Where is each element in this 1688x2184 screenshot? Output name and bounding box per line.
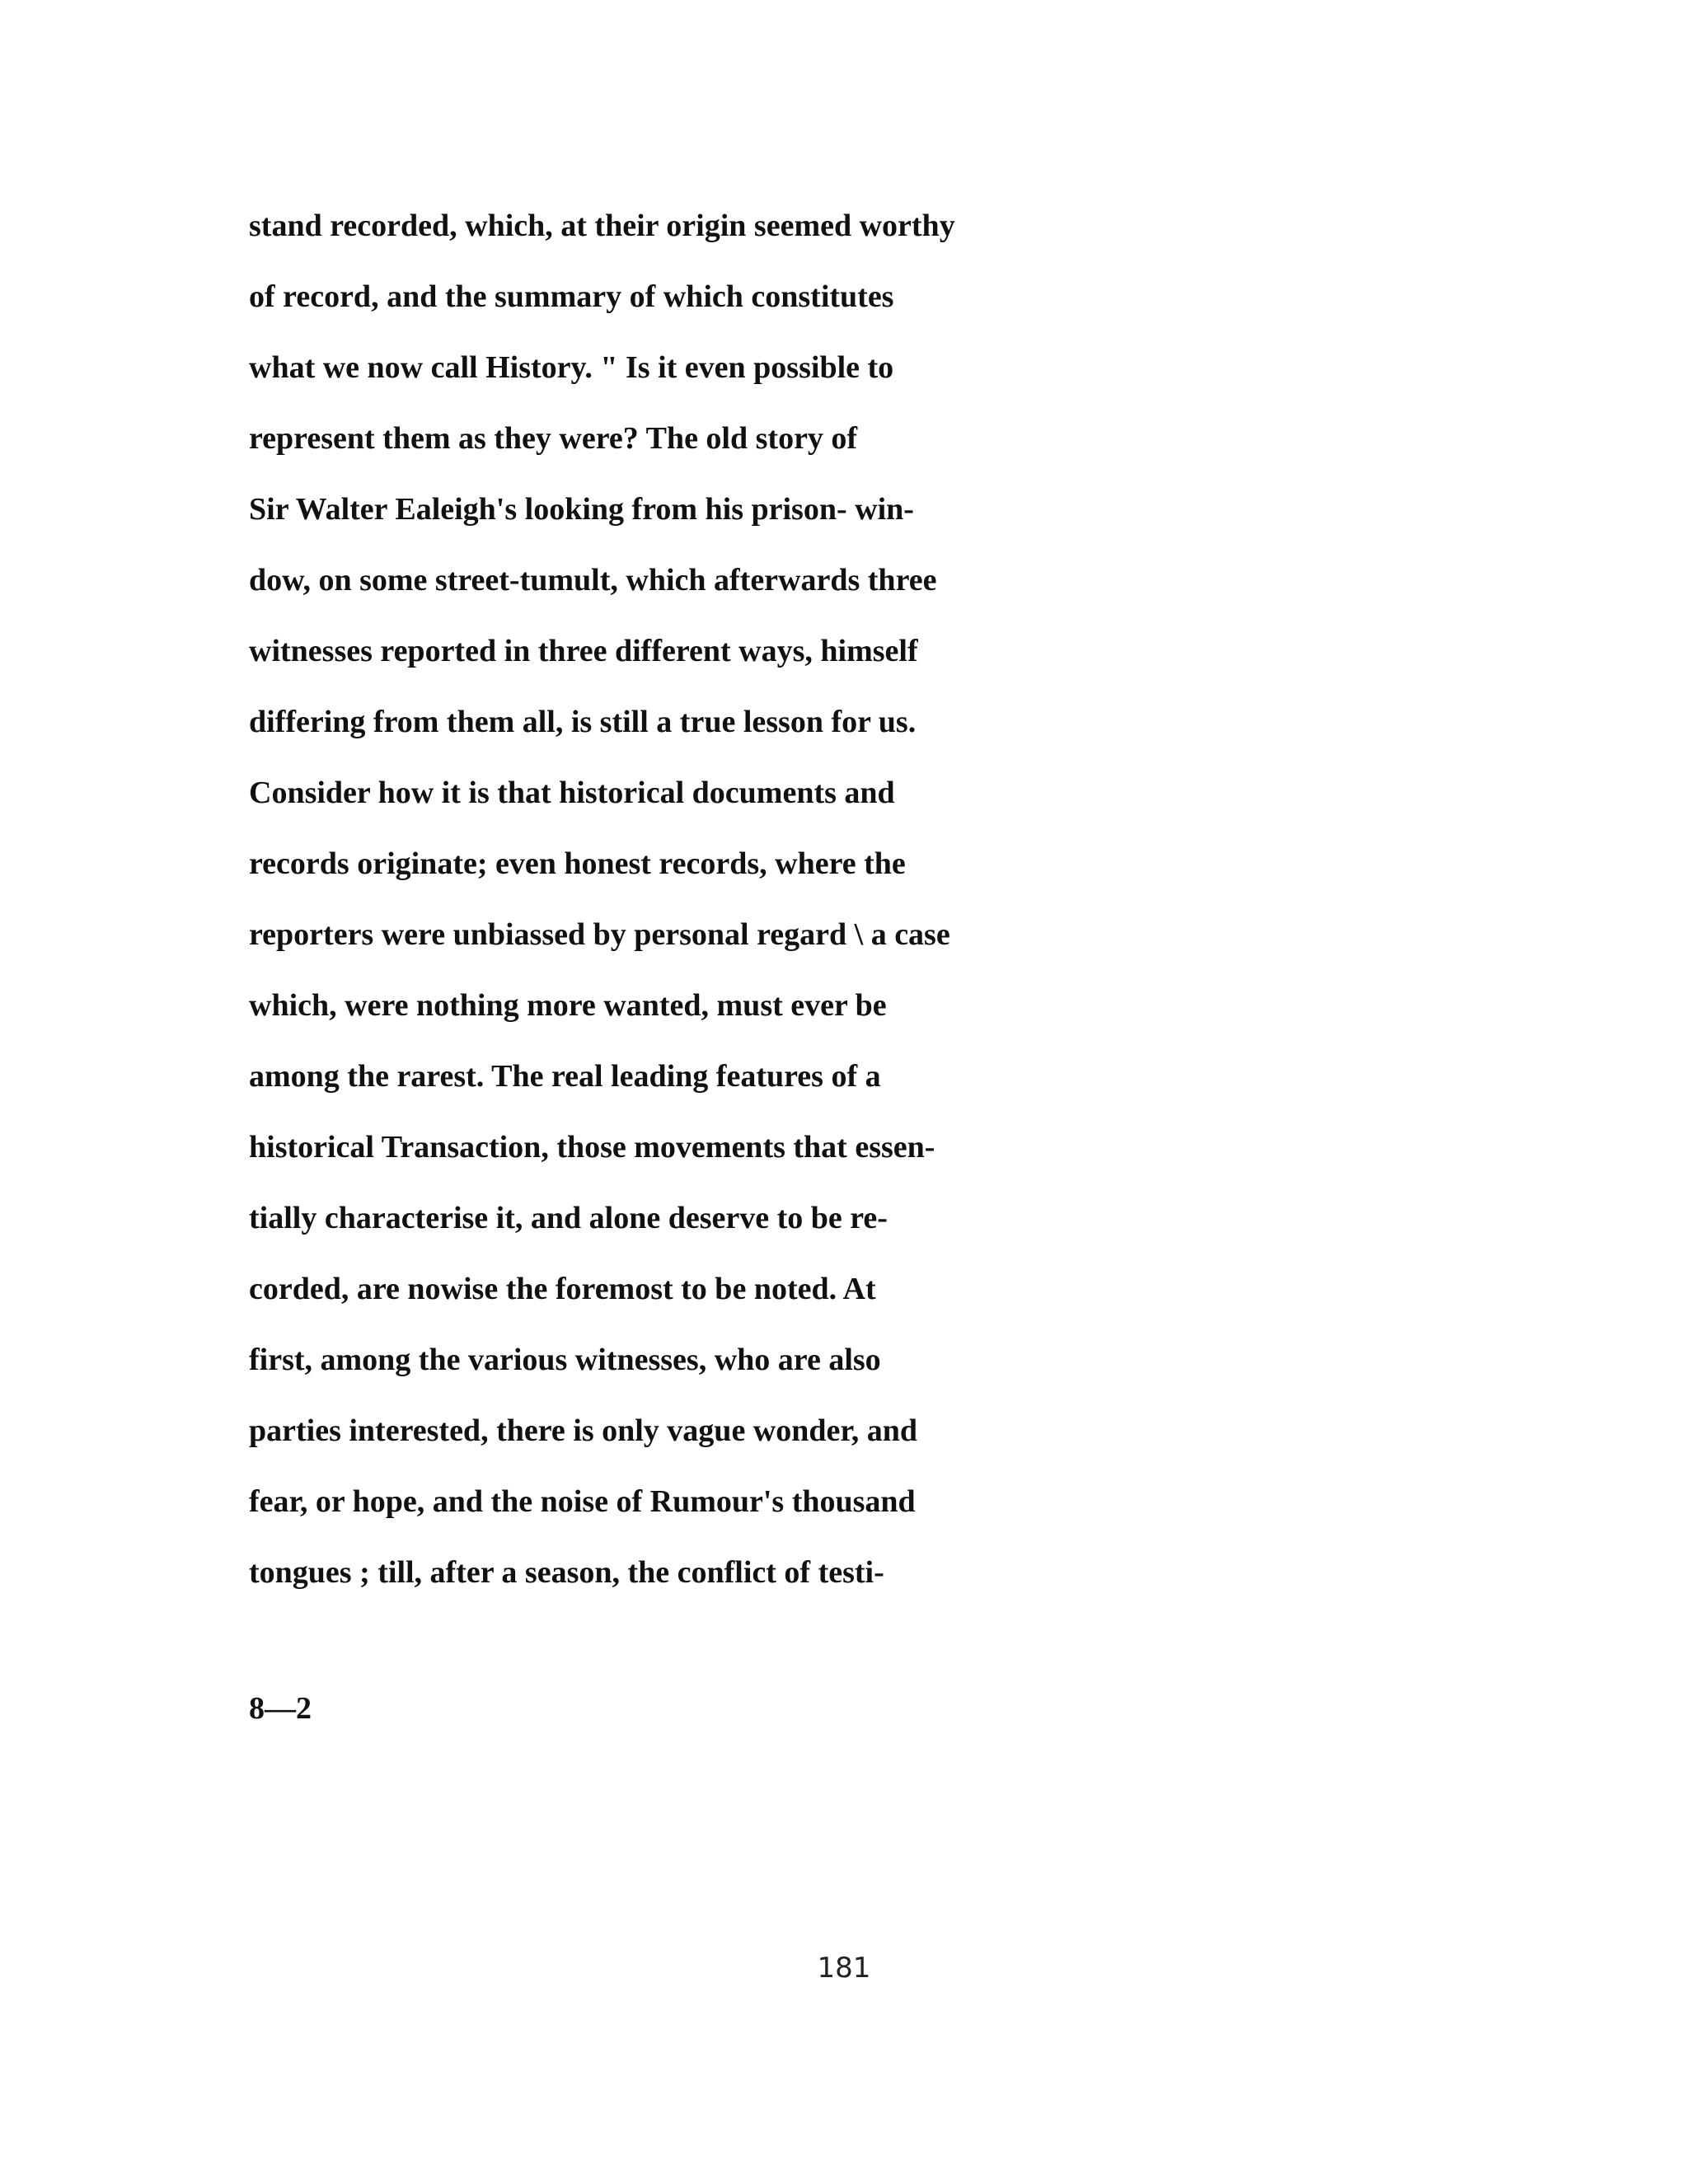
text-line: Sir Walter Ealeigh's looking from his prison- win- <box>249 492 914 527</box>
text-line: differing from them all, is still a true lesson for us. <box>249 705 917 739</box>
text-line: fear, or hope, and the noise of Rumour's thousand <box>249 1484 916 1519</box>
body-text <box>249 190 1403 1608</box>
text-line: among the rarest. The real leading features of a <box>249 1059 881 1094</box>
text-line: Consider how it is that historical documents and <box>249 776 895 810</box>
signature-mark: 8—2 <box>249 1691 312 1726</box>
text-line: what we now call History. " Is it even possible to <box>249 350 894 385</box>
text-line: records originate; even honest records, where the <box>249 846 906 881</box>
text-line: corded, are nowise the foremost to be noted. At <box>249 1272 876 1306</box>
text-line: of record, and the summary of which constitutes <box>249 279 894 314</box>
text-line: represent them as they were? The old story of <box>249 421 858 456</box>
text-line: parties interested, there is only vague wonder, and <box>249 1413 918 1448</box>
text-line: which, were nothing more wanted, must ever be <box>249 988 887 1023</box>
text-line: reporters were unbiassed by personal regard \ a case <box>249 917 950 952</box>
text-line: tongues ; till, after a season, the conflict of testi- <box>249 1555 884 1590</box>
text-line: witnesses reported in three different ways, himself <box>249 634 918 668</box>
text-line: dow, on some street-tumult, which afterwards three <box>249 563 937 598</box>
text-line: historical Transaction, those movements that essen- <box>249 1130 935 1165</box>
text-line: stand recorded, which, at their origin seemed worthy <box>249 209 955 243</box>
page-number: 181 <box>817 1952 871 1985</box>
text-line: first, among the various witnesses, who are also <box>249 1343 881 1377</box>
text-line: tially characterise it, and alone deserve to be re- <box>249 1201 888 1235</box>
